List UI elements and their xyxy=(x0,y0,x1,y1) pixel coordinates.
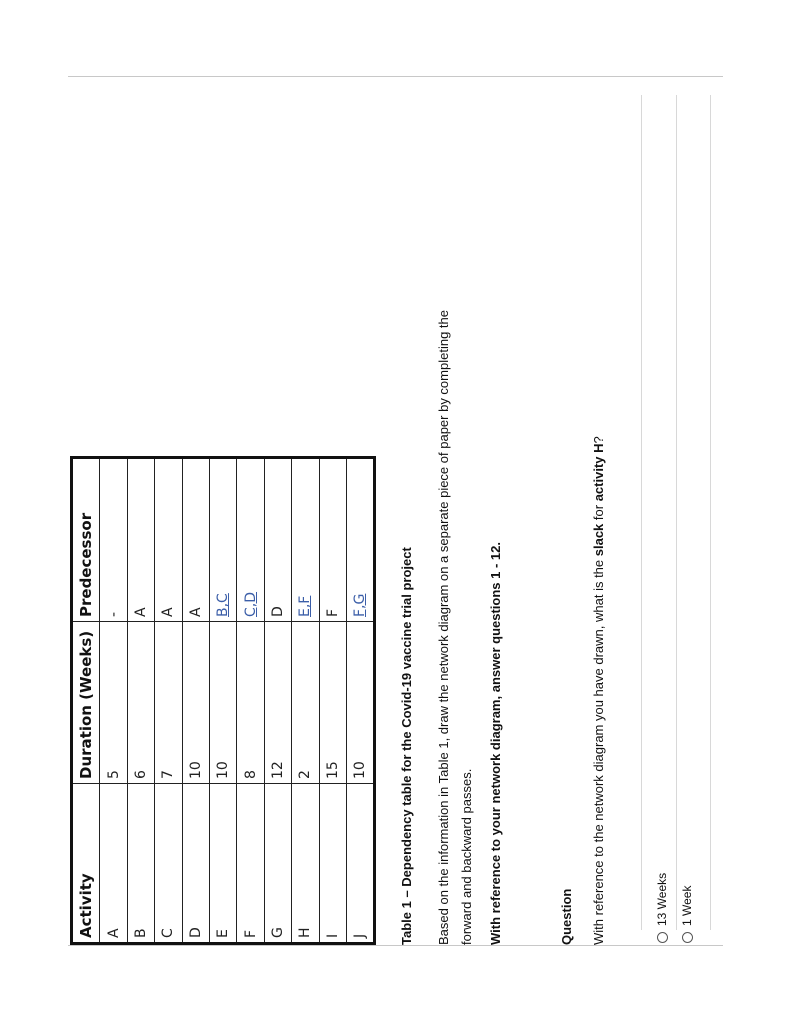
cell-activity: C xyxy=(155,784,182,944)
dependency-table xyxy=(70,456,376,945)
question-text-prefix: With reference to the network diagram you have drawn, what is the xyxy=(591,556,606,945)
cell-activity: J xyxy=(346,784,374,944)
question-text-mid: for xyxy=(591,501,606,524)
header-duration: Duration (Weeks) xyxy=(72,622,100,784)
cell-duration: 10 xyxy=(346,622,374,784)
question-text-bold-activity: activity H xyxy=(591,443,606,502)
radio-button[interactable] xyxy=(682,932,693,943)
table-caption: Table 1 – Dependency table for the Covid-19 vaccine trial project xyxy=(399,547,414,945)
table-row xyxy=(100,458,127,944)
cell-activity: D xyxy=(182,784,209,944)
cell-predecessor: A xyxy=(182,458,209,622)
cell-predecessor: A xyxy=(127,458,154,622)
cell-duration: 7 xyxy=(155,622,182,784)
table-row xyxy=(264,458,291,944)
cell-duration: 2 xyxy=(292,622,319,784)
cell-predecessor: D xyxy=(264,458,291,622)
option-label: 13 Weeks xyxy=(655,872,669,926)
cell-activity: I xyxy=(319,784,346,944)
cell-predecessor: E,F xyxy=(292,458,319,622)
rotated-document xyxy=(68,310,718,945)
cell-duration: 15 xyxy=(319,622,346,784)
cell-activity: G xyxy=(264,784,291,944)
question-heading: Question xyxy=(559,888,574,945)
cell-predecessor: F xyxy=(319,458,346,622)
table-row xyxy=(319,458,346,944)
cell-predecessor: B,C xyxy=(209,458,236,622)
subheading: With reference to your network diagram, answer questions 1 - 12. xyxy=(488,542,503,945)
answer-option-1-week[interactable] xyxy=(680,886,694,943)
table-row xyxy=(182,458,209,944)
table-header-row xyxy=(72,458,100,944)
cell-duration: 10 xyxy=(209,622,236,784)
cell-duration: 5 xyxy=(100,622,127,784)
cell-activity: E xyxy=(209,784,236,944)
bottom-divider xyxy=(68,945,723,946)
option-label: 1 Week xyxy=(680,885,694,926)
cell-activity: B xyxy=(127,784,154,944)
cell-predecessor: C,D xyxy=(237,458,264,622)
cell-predecessor: F,G xyxy=(346,458,374,622)
question-text-bold-slack: slack xyxy=(591,523,606,557)
top-divider xyxy=(68,76,723,77)
cell-duration: 8 xyxy=(237,622,264,784)
cell-activity: H xyxy=(292,784,319,944)
cell-predecessor: A xyxy=(155,458,182,622)
instructions-text: Based on the information in Table 1, draw the network diagram on a separate piece of paper by completing the forward and backward passes. xyxy=(436,310,474,945)
cell-duration: 10 xyxy=(182,622,209,784)
table-row xyxy=(155,458,182,944)
radio-button[interactable] xyxy=(657,932,668,943)
header-predecessor: Predecessor xyxy=(72,458,100,622)
table-row xyxy=(209,458,236,944)
cell-predecessor: - xyxy=(100,458,127,622)
table-row xyxy=(237,458,264,944)
cell-duration: 12 xyxy=(264,622,291,784)
table-row xyxy=(346,458,374,944)
cell-activity: F xyxy=(237,784,264,944)
cell-duration: 6 xyxy=(127,622,154,784)
cell-activity: A xyxy=(100,784,127,944)
table-row xyxy=(292,458,319,944)
question-text-suffix: ? xyxy=(591,436,606,444)
header-activity: Activity xyxy=(72,784,100,944)
table-row xyxy=(127,458,154,944)
answer-option-13-weeks[interactable] xyxy=(655,873,669,943)
question-text xyxy=(591,436,606,945)
